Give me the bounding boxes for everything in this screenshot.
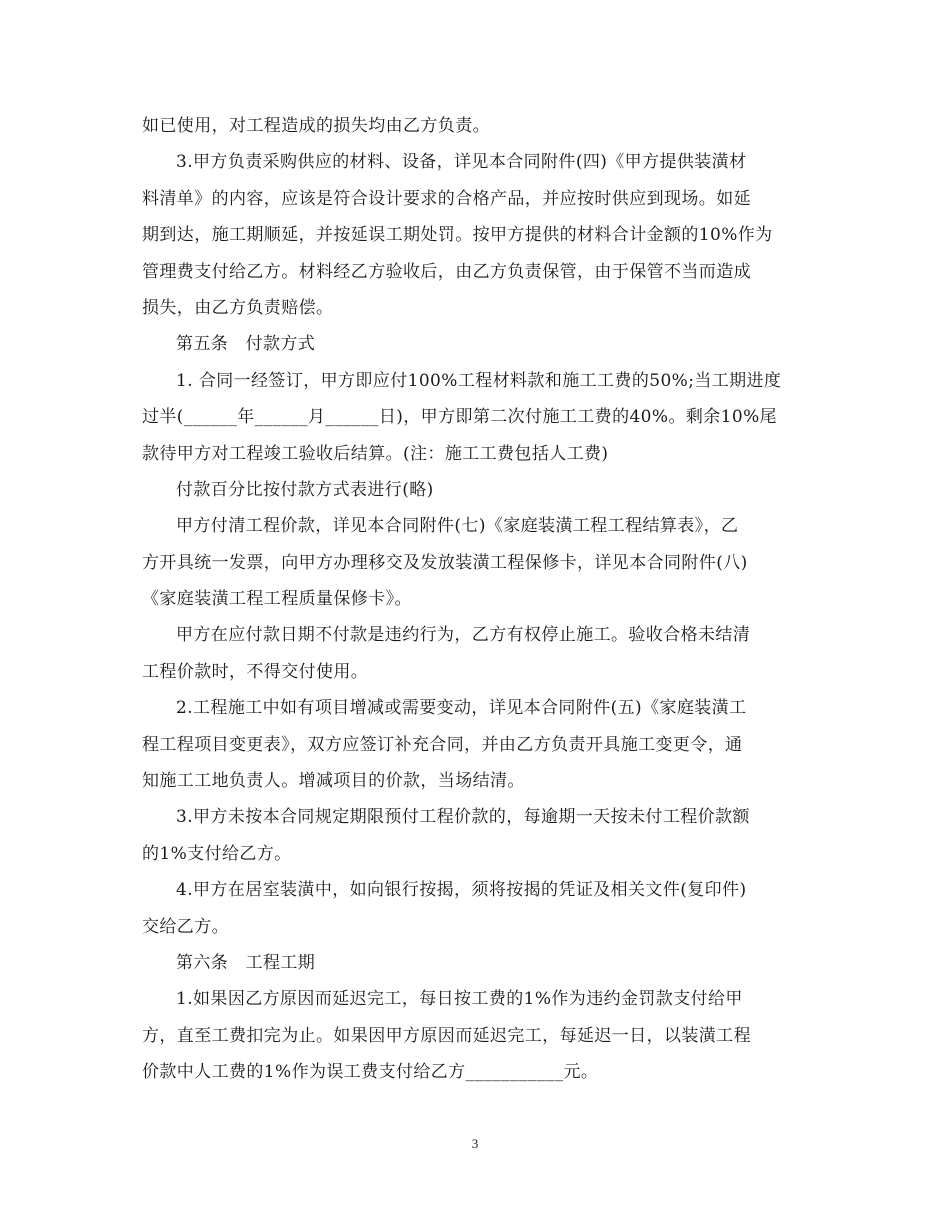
- text-line: 交给乙方。: [142, 916, 229, 937]
- page-number: 3: [471, 1136, 479, 1151]
- text-line: 程工程项目变更表》，双方应签订补充合同，并由乙方负责开具施工变更令，通: [142, 734, 743, 755]
- text-line: 价款中人工费的1%作为误工费支付给乙方___________元。: [142, 1062, 599, 1083]
- text-line: 1.如果因乙方原因而延迟完工，每日按工费的1%作为违约金罚款支付给甲: [176, 989, 743, 1010]
- text-line: 第六条 工程工期: [176, 952, 316, 973]
- text-line: 甲方在应付款日期不付款是违约行为，乙方有权停止施工。验收合格未结清: [176, 625, 751, 646]
- text-line: 2.工程施工中如有项目增减或需要变动，详见本合同附件(五)《家庭装潢工: [176, 698, 747, 719]
- text-line: 款待甲方对工程竣工验收后结算。(注：施工工费包括人工费): [142, 443, 609, 464]
- text-line: 甲方付清工程价款，详见本合同附件(七)《家庭装潢工程工程结算表》，乙: [176, 516, 739, 537]
- text-line: 期到达，施工期顺延，并按延误工期处罚。按甲方提供的材料合计金额的10%作为: [142, 225, 773, 246]
- text-line: 管理费支付给乙方。材料经乙方验收后，由乙方负责保管，由于保管不当而造成: [142, 261, 751, 282]
- text-line: 第五条 付款方式: [176, 334, 316, 355]
- text-line: 4.甲方在居室装潢中，如向银行按揭，须将按揭的凭证及相关文件(复印件): [176, 880, 747, 901]
- text-line: 知施工工地负责人。增减项目的价款，当场结清。: [142, 771, 525, 792]
- text-line: 过半(______年______月______日)，甲方即第二次付施工工费的40%。剩余10%尾: [142, 407, 778, 428]
- text-line: 的1%支付给乙方。: [142, 843, 292, 864]
- text-line: 1. 合同一经签订，甲方即应付100%工程材料款和施工工费的50%;当工期进度: [176, 370, 782, 391]
- document-body: [142, 108, 814, 1091]
- text-line: 《家庭装潢工程工程质量保修卡》。: [142, 589, 412, 610]
- text-line: 工程价款时，不得交付使用。: [142, 661, 369, 682]
- text-line: 损失，由乙方负责赔偿。: [142, 297, 334, 318]
- text-line: 方，直至工费扣完为止。如果因甲方原因而延迟完工，每延迟一日，以装潢工程: [142, 1025, 751, 1046]
- text-line: 料清单》的内容，应该是符合设计要求的合格产品，并应按时供应到现场。如延: [142, 188, 751, 209]
- text-line: 3.甲方负责采购供应的材料、设备，详见本合同附件(四)《甲方提供装潢材: [176, 152, 747, 173]
- text-line: 付款百分比按付款方式表进行(略): [176, 479, 434, 500]
- text-line: 3.甲方未按本合同规定期限预付工程价款的，每逾期一天按未付工程价款额: [176, 807, 750, 828]
- text-line: 方开具统一发票，向甲方办理移交及发放装潢工程保修卡，详见本合同附件(八): [142, 552, 748, 573]
- text-line: 如已使用，对工程造成的损失均由乙方负责。: [142, 116, 490, 136]
